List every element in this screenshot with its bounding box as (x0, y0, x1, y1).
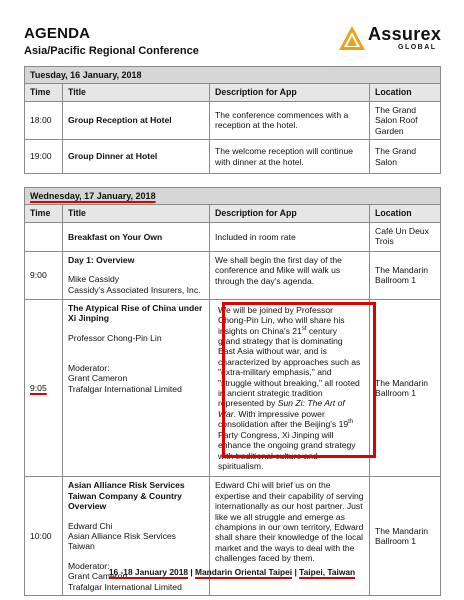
moderator-label: Moderator: (68, 560, 110, 571)
row-location: Café Un Deux Trois (370, 222, 441, 251)
logo-wordmark: Assurex (368, 24, 442, 44)
speaker-name: Professor Chong-Pin Lin (68, 332, 162, 343)
row-description: The conference commences with a reception at the hotel. (210, 101, 370, 139)
moderator-name: Grant Cameron (68, 373, 128, 384)
assurex-logo-mark-icon (338, 24, 366, 52)
page-title: AGENDA (24, 25, 91, 42)
moderator-name: Grant Cameron (68, 571, 128, 582)
column-header-description: Description for App (210, 205, 370, 222)
row-description: The welcome reception will continue with dinner at the hotel. (210, 140, 370, 174)
row-location: The Grand Salon (370, 140, 441, 174)
row-title: Group Reception at Hotel (63, 101, 210, 139)
row-title-cell (63, 299, 210, 477)
page-header (24, 26, 199, 58)
speaker-name: Edward Chi (68, 520, 113, 531)
column-header-row (25, 84, 441, 101)
row-location: The Mandarin Ballroom 1 (370, 477, 441, 596)
session-title: Asian Alliance Risk Services Taiwan Company & Country Overview (68, 480, 185, 512)
session-title: The Atypical Rise of China under Xi Jinping (68, 302, 203, 324)
row-description: Included in room rate (210, 222, 370, 251)
day-label: Wednesday, 17 January, 2018 (30, 191, 156, 201)
row-time: 18:00 (25, 101, 63, 139)
row-time: 19:00 (25, 140, 63, 174)
column-header-time: Time (25, 205, 63, 222)
highlight-box (222, 302, 376, 458)
table-row (25, 251, 441, 299)
moderator-org: Trafalgar International Limited (68, 383, 182, 394)
row-location: The Mandarin Ballroom 1 (370, 299, 441, 477)
moderator-label: Moderator: (68, 363, 110, 374)
row-time: 9:00 (25, 251, 63, 299)
logo-tagline: GLOBAL (398, 44, 437, 51)
row-description: Edward Chi will brief us on the expertise and their capability of serving internationally as our host partner. Just like we all struggle and emerge as champions in our own territory, Edward shall share their knowledge of the local market and the ways to deal with the challenges faced by them. (210, 477, 370, 596)
row-description: We will be joined by Professor Chong-Pin Lin, who will share his insights on China's 21st century grand strategy that is dominating East Asia without war, and is characterized by approaches such as "extra-military emphasis," and "struggle without breaking," all rooted in ancient strategic tradition represented by Sun Zi: The Art of War. With impressive power consolidation after the Beijing's 19th Party Congress, Xi Jinping will enhance the ongoing grand strategy with traditional culture and spiritualism. (210, 299, 370, 477)
session-title: Day 1: Overview (68, 254, 135, 265)
row-time (25, 222, 63, 251)
tuesday-agenda-table (24, 66, 441, 174)
column-header-title: Title (63, 84, 210, 101)
assurex-logo (338, 24, 448, 54)
row-description: We shall begin the first day of the conference and Mike will walk us through the day's agenda. (210, 251, 370, 299)
moderator-org: Trafalgar International Limited (68, 581, 182, 592)
footer-dates: 16 -18 January 2018 (108, 567, 189, 577)
table-row (25, 101, 441, 139)
column-header-row (25, 205, 441, 222)
day-header-row (25, 188, 441, 205)
row-location: The Grand Salon Roof Garden (370, 101, 441, 139)
speaker-org: Cassidy's Associated Insurers, Inc. (68, 284, 201, 295)
page-subtitle: Asia/Pacific Regional Conference (24, 45, 199, 57)
speaker-name: Mike Cassidy (68, 274, 120, 285)
row-time: 10:00 (25, 477, 63, 596)
footer (0, 567, 464, 577)
column-header-location: Location (370, 205, 441, 222)
row-title: Breakfast on Your Own (63, 222, 210, 251)
table-row (25, 140, 441, 174)
column-header-location: Location (370, 84, 441, 101)
footer-venue: Mandarin Oriental Taipei (195, 567, 293, 577)
footer-separator: | (292, 567, 300, 577)
row-title: Group Dinner at Hotel (63, 140, 210, 174)
row-time: 9:05 (30, 382, 47, 393)
column-header-title: Title (63, 205, 210, 222)
row-title-cell (63, 477, 210, 596)
speaker-org: Asian Alliance Risk Services Taiwan (68, 530, 176, 552)
day-label: Tuesday, 16 January, 2018 (25, 67, 441, 84)
column-header-time: Time (25, 84, 63, 101)
row-title-cell (63, 251, 210, 299)
row-location: The Mandarin Ballroom 1 (370, 251, 441, 299)
table-row (25, 222, 441, 251)
footer-separator: | (188, 567, 196, 577)
day-header-row (25, 67, 441, 84)
column-header-description: Description for App (210, 84, 370, 101)
table-row (25, 477, 441, 596)
footer-city: Taipei, Taiwan (299, 567, 356, 577)
